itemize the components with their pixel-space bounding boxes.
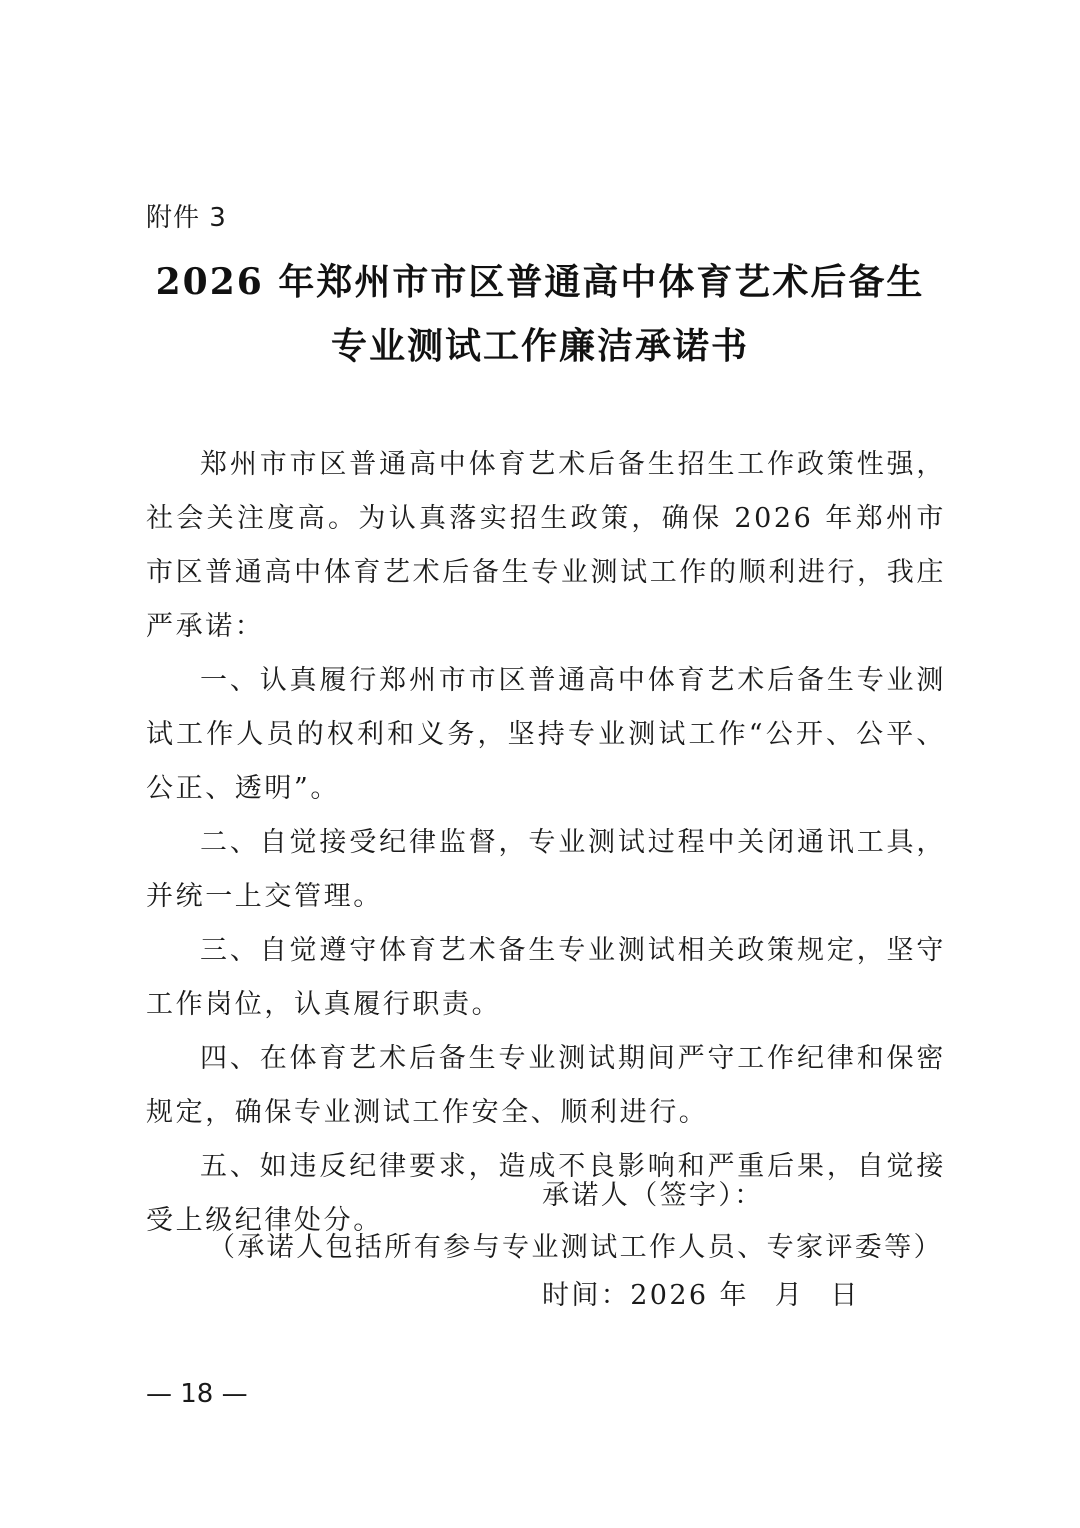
commitment-item-4: 四、在体育艺术后备生专业测试期间严守工作纪律和保密规定，确保专业测试工作安全、顺利进行。: [146, 1043, 946, 1128]
date-prefix: 时间：2026 年: [542, 1280, 749, 1311]
date-line: [542, 1274, 860, 1318]
signer-label: 承诺人（签字）：: [542, 1180, 764, 1211]
date-month: 月: [774, 1280, 805, 1311]
document-body: [146, 438, 946, 1248]
document-title-line-2: 专业测试工作廉洁承诺书: [330, 325, 749, 367]
commitment-item-5: 五、如违反纪律要求，造成不良影响和严重后果，自觉接受上级纪律处分。: [146, 1151, 946, 1236]
date-day: 日: [830, 1280, 860, 1311]
attachment-label: 附件 3: [146, 203, 227, 233]
document-title-line-1: 2026 年郑州市市区普通高中体育艺术后备生: [155, 261, 925, 303]
intro-paragraph: 郑州市市区普通高中体育艺术后备生招生工作政策性强，社会关注度高。为认真落实招生政策，确保 2026 年郑州市市区普通高中体育艺术后备生专业测试工作的顺利进行，我庄严承诺：: [146, 449, 946, 642]
signer-note: （承诺人包括所有参与专业测试工作人员、专家评委等）: [208, 1232, 943, 1263]
page-number: — 18 —: [146, 1379, 248, 1409]
commitment-item-3: 三、自觉遵守体育艺术备生专业测试相关政策规定，坚守工作岗位，认真履行职责。: [146, 935, 946, 1020]
commitment-item-1: 一、认真履行郑州市市区普通高中体育艺术后备生专业测试工作人员的权利和义务，坚持专业测试工作“公开、公平、公正、透明”。: [146, 665, 946, 804]
commitment-item-2: 二、自觉接受纪律监督，专业测试过程中关闭通讯工具，并统一上交管理。: [146, 827, 946, 912]
